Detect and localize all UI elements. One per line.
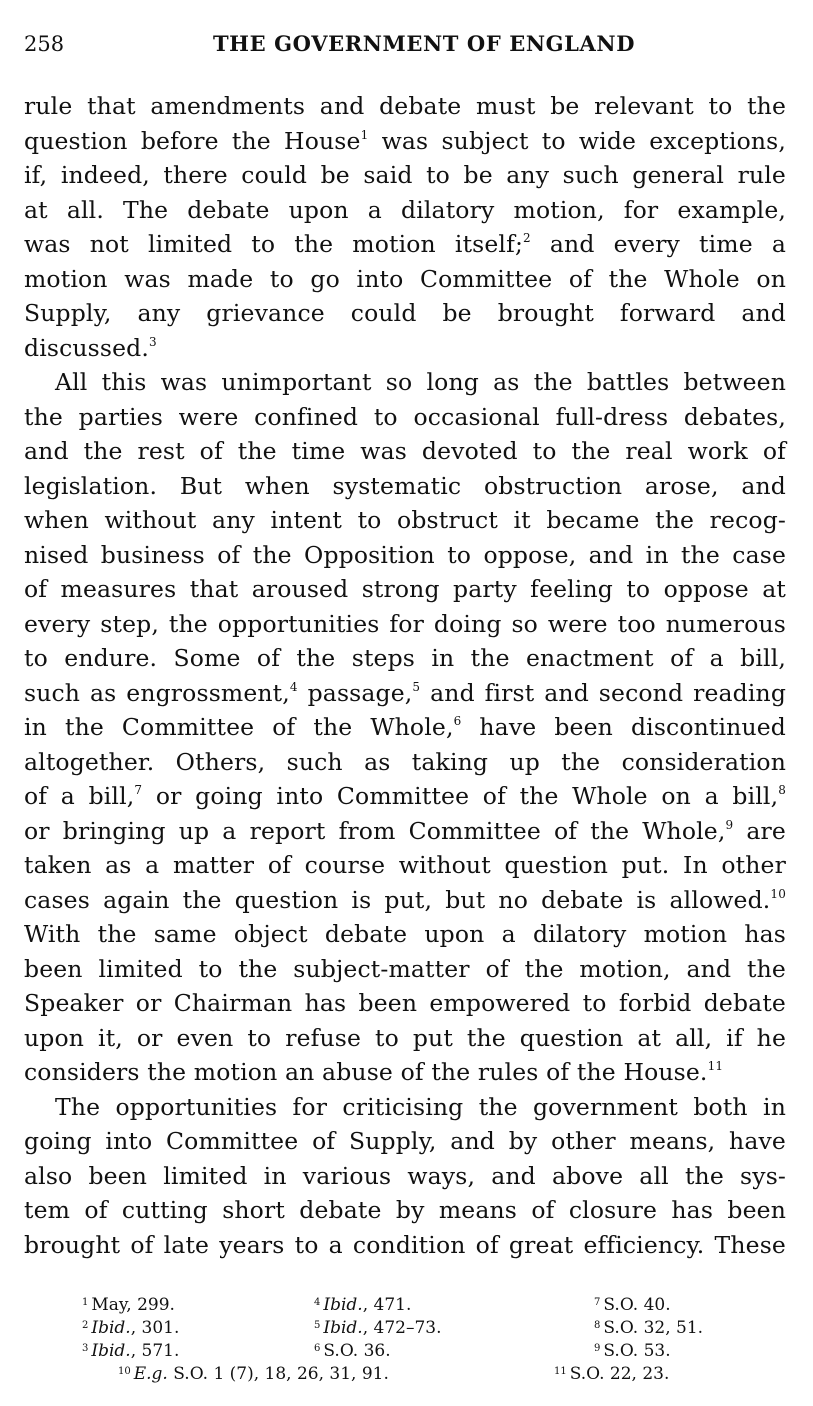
footnote-marker: 10 [118, 1366, 131, 1377]
text-run: taken as a matter of course without question put. In other [24, 851, 786, 879]
text-run: of measures that aroused strong party feeling to oppose at [24, 575, 786, 603]
text-line [24, 434, 786, 469]
text-run: considers the motion an abuse of the rules of the House. [24, 1058, 708, 1086]
text-run: tem of cutting short debate by means of closure has been [24, 1196, 786, 1224]
footnote-marker: 5 [314, 1320, 321, 1331]
footnote-ref: 5 [412, 679, 421, 694]
text-run: discussed. [24, 333, 149, 362]
footnote-italic: E.g. [133, 1364, 168, 1384]
footnote-italic: Ibid. [323, 1295, 363, 1315]
text-line [24, 917, 786, 952]
text-run: if, indeed, there could be said to be any such general rule [24, 161, 786, 189]
text-line [24, 400, 786, 435]
text-run: was not limited to the motion itself; [24, 230, 524, 258]
footnote-text: May, 299. [91, 1295, 175, 1315]
text-run: have been discontinued [461, 713, 787, 741]
footnote-italic: Ibid. [323, 1318, 363, 1338]
text-line [24, 365, 786, 400]
footnote-text: , 571. [130, 1341, 180, 1361]
text-run: rule that amendments and debate must be relevant to the [24, 92, 786, 120]
footnote-text: S.O. 40. [603, 1295, 671, 1315]
footnote-marker: 4 [314, 1297, 321, 1308]
text-run: passage, [297, 678, 413, 707]
text-run: the parties were confined to occasional full-dress debates, [24, 402, 786, 431]
page-number: 258 [24, 32, 65, 56]
text-line [24, 227, 786, 262]
footnote-text: S.O. 36. [323, 1341, 391, 1361]
text-run: nised business of the Opposition to oppose, and in the case [24, 540, 786, 569]
footnote-text: , 472–73. [362, 1318, 442, 1338]
text-line [24, 1055, 786, 1090]
text-line [24, 1159, 786, 1194]
text-run: of a bill, [24, 782, 135, 810]
text-run: altogether. Others, such as taking up the consideration [24, 747, 786, 776]
text-line [24, 1193, 786, 1228]
text-run: going into Committee of Supply, and by other means, have [24, 1127, 786, 1155]
footnote [118, 1360, 389, 1386]
text-line [24, 296, 786, 331]
footnote-text: S.O. 53. [603, 1341, 671, 1361]
text-run: or bringing up a report from Committee of the Whole, [24, 816, 726, 845]
footnote-marker: 1 [82, 1297, 89, 1308]
text-run: With the same object debate upon a dilatory motion has [24, 920, 786, 948]
text-line [24, 193, 786, 228]
text-line [24, 779, 786, 814]
text-run: are [733, 816, 786, 845]
footnote-row [24, 1337, 786, 1360]
footnote-marker: 9 [594, 1343, 601, 1354]
text-line [24, 572, 786, 607]
text-run: Supply, any grievance could be brought forward and [24, 299, 786, 327]
text-line [24, 1090, 786, 1125]
text-run: question before the House [24, 126, 361, 155]
footnote-ref: 11 [707, 1059, 724, 1073]
text-run: motion was made to go into Committee of the Whole on [24, 264, 786, 293]
text-line [24, 710, 786, 745]
text-line [24, 503, 786, 538]
footnote-marker: 11 [554, 1366, 567, 1377]
text-line [24, 1124, 786, 1159]
footnote-text: S.O. 32, 51. [603, 1318, 704, 1338]
text-run: been limited to the subject-matter of the motion, and the [24, 954, 786, 983]
footnote-marker: 6 [314, 1343, 321, 1354]
footnote-row [24, 1314, 786, 1337]
text-line [24, 607, 786, 642]
text-run: such as engrossment, [24, 678, 290, 707]
footnote-ref: 3 [148, 334, 157, 349]
text-run: legislation. But when systematic obstruction arose, and [24, 471, 786, 500]
text-line [24, 1228, 786, 1263]
text-line [24, 1021, 786, 1056]
text-line [24, 848, 786, 883]
footnote-italic: Ibid. [91, 1341, 131, 1361]
text-line [24, 331, 786, 366]
footnote-text: , 301. [130, 1318, 180, 1338]
text-run: All this was unimportant so long as the battles between [55, 368, 786, 396]
footnote-ref: 6 [453, 714, 462, 728]
footnote-ref: 8 [778, 783, 786, 797]
text-line [24, 676, 786, 711]
text-run: and every time a [530, 230, 786, 258]
footnote-italic: Ibid. [91, 1318, 131, 1338]
text-run: or going into Committee of the Whole on a bill, [142, 782, 779, 810]
text-line [24, 469, 786, 504]
text-line [24, 883, 786, 918]
text-run: at all. The debate upon a dilatory motion, for example, [24, 195, 786, 224]
text-line [24, 745, 786, 780]
footnote-ref: 2 [523, 231, 531, 245]
footnote-ref: 4 [289, 679, 298, 694]
footnote [554, 1360, 669, 1386]
footnote-row [24, 1291, 786, 1314]
text-run: cases again the question is put, but no debate is allowed. [24, 885, 771, 914]
text-run: Speaker or Chairman has been empowered to forbid debate [24, 989, 786, 1017]
body-text [24, 89, 786, 1262]
text-run: upon it, or even to refuse to put the question at all, if he [24, 1023, 786, 1052]
text-line [24, 814, 786, 849]
footnote-marker: 7 [594, 1297, 601, 1308]
text-line [24, 641, 786, 676]
text-run: and the rest of the time was devoted to the real work of [24, 437, 786, 465]
footnote-marker: 8 [594, 1320, 601, 1331]
text-run: when without any intent to obstruct it became the recog- [24, 506, 786, 534]
text-line [24, 262, 786, 297]
text-run: in the Committee of the Whole, [24, 713, 454, 741]
text-run: The opportunities for criticising the government both in [55, 1092, 786, 1121]
text-run: also been limited in various ways, and above all the sys- [24, 1161, 786, 1190]
text-line [24, 986, 786, 1021]
footnotes [24, 1291, 786, 1383]
text-run: every step, the opportunities for doing so were too numerous [24, 609, 786, 638]
footnote-marker: 2 [82, 1320, 89, 1331]
text-line [24, 124, 786, 159]
running-title: THE GOVERNMENT OF ENGLAND [212, 31, 636, 56]
footnote-text: S.O. 22, 23. [569, 1364, 670, 1384]
text-line [24, 538, 786, 573]
text-line [24, 89, 786, 124]
footnote-ref: 10 [770, 886, 786, 901]
footnote-marker: 3 [82, 1343, 89, 1354]
footnote-text: S.O. 1 (7), 18, 26, 31, 91. [167, 1364, 389, 1384]
footnote-ref: 1 [360, 127, 369, 142]
text-run: brought of late years to a condition of great efficiency. These [24, 1230, 786, 1259]
text-run: and first and second reading [420, 678, 787, 707]
text-run: was subject to wide exceptions, [368, 126, 787, 155]
text-line [24, 158, 786, 193]
running-header [24, 30, 786, 58]
footnote-ref: 9 [725, 817, 734, 832]
text-run: to endure. Some of the steps in the enactment of a bill, [24, 644, 786, 672]
footnote-text: , 471. [362, 1295, 412, 1315]
footnote-ref: 7 [134, 783, 143, 797]
footnote-row [24, 1360, 786, 1383]
text-line [24, 952, 786, 987]
